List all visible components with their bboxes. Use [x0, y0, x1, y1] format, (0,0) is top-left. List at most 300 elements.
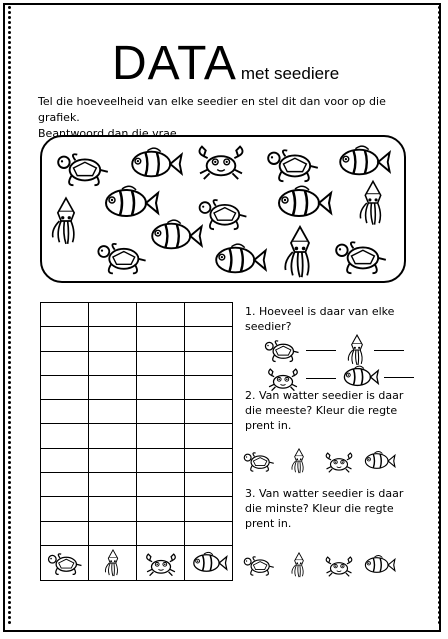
border-dot [8, 506, 11, 509]
border-dot [8, 226, 11, 229]
border-dot [8, 36, 11, 39]
graph-cell[interactable] [185, 521, 233, 545]
border-dot [8, 561, 11, 564]
graph-row [41, 424, 233, 448]
border-dot [438, 546, 441, 549]
border-dot [8, 381, 11, 384]
border-dot [438, 161, 441, 164]
border-dot [8, 531, 11, 534]
border-dot [438, 391, 441, 394]
border-dot [438, 231, 441, 234]
border-dot [8, 56, 11, 59]
border-dot [8, 21, 11, 24]
graph-cell[interactable] [41, 303, 89, 327]
border-dot [8, 566, 11, 569]
graph-row [41, 400, 233, 424]
question-2 [245, 388, 410, 433]
graph-cell[interactable] [185, 375, 233, 399]
border-dot [438, 521, 441, 524]
squid-icon [344, 334, 370, 366]
graph-cell[interactable] [41, 473, 89, 497]
crab-icon [192, 139, 250, 181]
border-dot [438, 381, 441, 384]
graph-cell[interactable] [41, 327, 89, 351]
border-dot [8, 376, 11, 379]
graph-cell[interactable] [89, 375, 137, 399]
border-dot [438, 221, 441, 224]
border-dot [8, 501, 11, 504]
border-dot [8, 581, 11, 584]
border-dot [438, 216, 441, 219]
border-dot [8, 121, 11, 124]
border-dot [8, 436, 11, 439]
question-2-number: 2. [245, 389, 256, 402]
border-dot [438, 61, 441, 64]
border-dot [438, 421, 441, 424]
border-dot [8, 31, 11, 34]
border-dot [8, 111, 11, 114]
fish-icon [332, 143, 394, 181]
border-dot [8, 446, 11, 449]
border-dot [8, 86, 11, 89]
border-dot [8, 476, 11, 479]
border-dot [438, 171, 441, 174]
border-dot [438, 481, 441, 484]
border-dot [8, 106, 11, 109]
question-3-text: Van watter seedier is daar die minste? Kleur die regte prent in. [245, 487, 404, 530]
border-dot [438, 261, 441, 264]
border-dot [8, 266, 11, 269]
border-dot [8, 101, 11, 104]
border-dot [8, 46, 11, 49]
border-dot [8, 286, 11, 289]
border-dot [8, 351, 11, 354]
graph-row [41, 497, 233, 521]
fish-icon[interactable] [362, 448, 396, 474]
worksheet-title [112, 37, 340, 90]
border-dot [8, 161, 11, 164]
border-dot [8, 151, 11, 154]
graph-cell[interactable] [41, 400, 89, 424]
graph-cell[interactable] [185, 327, 233, 351]
border-dot [438, 201, 441, 204]
border-dot [438, 531, 441, 534]
border-dot [8, 336, 11, 339]
border-dot [438, 176, 441, 179]
border-dot [8, 576, 11, 579]
border-dot [8, 241, 11, 244]
border-dot [438, 431, 441, 434]
border-dot [8, 526, 11, 529]
border-dot [438, 466, 441, 469]
border-dot [8, 326, 11, 329]
border-dot [438, 461, 441, 464]
border-dot [8, 136, 11, 139]
turtle-icon [94, 237, 150, 277]
graph-label-row [41, 545, 233, 580]
bar-graph-grid [40, 302, 233, 581]
border-dot [8, 591, 11, 594]
graph-label-cell [185, 545, 233, 580]
q1-squid-answer [344, 334, 408, 366]
border-dot [8, 456, 11, 459]
border-dot [438, 291, 441, 294]
border-dot [8, 186, 11, 189]
border-dot [438, 376, 441, 379]
border-dot [438, 126, 441, 129]
border-dot [8, 11, 11, 14]
answer-blank[interactable] [306, 377, 336, 379]
graph-cell[interactable] [41, 375, 89, 399]
border-dot [438, 286, 441, 289]
border-dot [8, 361, 11, 364]
squid-icon [356, 177, 390, 229]
graph-row [41, 521, 233, 545]
border-dot [8, 441, 11, 444]
border-dot [8, 321, 11, 324]
border-dot [438, 191, 441, 194]
border-dot [438, 11, 441, 14]
fish-icon[interactable] [362, 552, 396, 578]
fish-icon [270, 183, 336, 223]
border-dot [438, 341, 441, 344]
graph-cell[interactable] [41, 521, 89, 545]
border-dot [438, 536, 441, 539]
graph-cell[interactable] [137, 375, 185, 399]
border-dot [438, 301, 441, 304]
border-dot [8, 586, 11, 589]
border-dot [8, 301, 11, 304]
border-dot [438, 486, 441, 489]
border-dot [8, 261, 11, 264]
border-dot [438, 601, 441, 604]
dotted-border-right [436, 6, 442, 628]
border-dot [8, 61, 11, 64]
border-dot [438, 306, 441, 309]
border-dot [8, 146, 11, 149]
border-dot [438, 256, 441, 259]
border-dot [438, 196, 441, 199]
turtle-icon [46, 549, 84, 577]
answer-blank[interactable] [374, 349, 404, 351]
border-dot [8, 486, 11, 489]
graph-cell[interactable] [89, 424, 137, 448]
border-dot [438, 236, 441, 239]
border-dot [438, 411, 441, 414]
border-dot [438, 186, 441, 189]
border-dot [8, 71, 11, 74]
border-dot [8, 416, 11, 419]
border-dot [438, 471, 441, 474]
border-dot [438, 81, 441, 84]
instruction-line-1: Tel die hoeveelheid van elke seedier en stel dit dan voor op die grafiek. [38, 95, 386, 124]
border-dot [438, 276, 441, 279]
border-dot [438, 241, 441, 244]
border-dot [438, 51, 441, 54]
q2-animal-choices [242, 448, 396, 474]
border-dot [438, 476, 441, 479]
border-dot [8, 536, 11, 539]
graph-cell[interactable] [137, 351, 185, 375]
border-dot [438, 436, 441, 439]
border-dot [8, 461, 11, 464]
border-dot [8, 131, 11, 134]
squid-icon[interactable] [282, 552, 316, 578]
fish-icon [124, 145, 186, 183]
border-dot [438, 151, 441, 154]
border-dot [8, 76, 11, 79]
border-dot [8, 521, 11, 524]
fish-icon [190, 549, 228, 577]
border-dot [438, 551, 441, 554]
border-dot [438, 351, 441, 354]
border-dot [8, 401, 11, 404]
border-dot [438, 106, 441, 109]
graph-cell[interactable] [89, 497, 137, 521]
border-dot [8, 496, 11, 499]
border-dot [8, 176, 11, 179]
graph-cell[interactable] [137, 448, 185, 472]
border-dot [438, 501, 441, 504]
border-dot [438, 6, 441, 9]
border-dot [8, 366, 11, 369]
border-dot [8, 391, 11, 394]
crab-icon [142, 549, 180, 577]
turtle-icon[interactable] [242, 552, 276, 578]
border-dot [8, 41, 11, 44]
border-dot [438, 621, 441, 624]
border-dot [8, 171, 11, 174]
graph-cell[interactable] [185, 473, 233, 497]
graph-cell[interactable] [41, 424, 89, 448]
border-dot [8, 346, 11, 349]
border-dot [8, 331, 11, 334]
border-dot [438, 56, 441, 59]
graph-cell[interactable] [137, 521, 185, 545]
border-dot [8, 196, 11, 199]
graph-row [41, 448, 233, 472]
instruction-line-2: Beantwoord dan die vrae. [38, 127, 181, 140]
crab-icon[interactable] [322, 448, 356, 474]
graph-cell[interactable] [185, 400, 233, 424]
border-dot [8, 466, 11, 469]
graph-cell[interactable] [89, 351, 137, 375]
border-dot [438, 346, 441, 349]
border-dot [8, 216, 11, 219]
border-dot [8, 421, 11, 424]
border-dot [8, 606, 11, 609]
graph-cell[interactable] [41, 497, 89, 521]
border-dot [8, 141, 11, 144]
border-dot [8, 256, 11, 259]
border-dot [438, 316, 441, 319]
squid-icon [94, 549, 132, 577]
fish-icon [208, 241, 270, 279]
border-dot [8, 6, 11, 9]
border-dot [438, 541, 441, 544]
border-dot [438, 356, 441, 359]
border-dot [438, 26, 441, 29]
graph-row [41, 327, 233, 351]
border-dot [8, 181, 11, 184]
graph-cell[interactable] [185, 351, 233, 375]
border-dot [8, 471, 11, 474]
graph-cell[interactable] [41, 448, 89, 472]
graph-cell[interactable] [89, 303, 137, 327]
border-dot [438, 111, 441, 114]
squid-icon[interactable] [282, 448, 316, 474]
border-dot [8, 16, 11, 19]
graph-cell[interactable] [89, 400, 137, 424]
border-dot [438, 571, 441, 574]
border-dot [438, 336, 441, 339]
border-dot [438, 121, 441, 124]
border-dot [438, 576, 441, 579]
border-dot [8, 511, 11, 514]
border-dot [438, 511, 441, 514]
graph-cell[interactable] [185, 497, 233, 521]
border-dot [438, 36, 441, 39]
border-dot [438, 566, 441, 569]
dotted-border-left [6, 6, 12, 628]
question-1-number: 1. [245, 305, 256, 318]
border-dot [438, 211, 441, 214]
border-dot [8, 26, 11, 29]
border-dot [438, 401, 441, 404]
q1-turtle-answer [262, 336, 340, 364]
border-dot [8, 281, 11, 284]
squid-icon [48, 195, 84, 247]
border-dot [438, 326, 441, 329]
border-dot [8, 356, 11, 359]
border-dot [438, 371, 441, 374]
border-dot [8, 601, 11, 604]
graph-cell[interactable] [89, 521, 137, 545]
border-dot [438, 116, 441, 119]
border-dot [438, 591, 441, 594]
graph-row [41, 303, 233, 327]
border-dot [438, 146, 441, 149]
border-dot [8, 571, 11, 574]
border-dot [438, 271, 441, 274]
graph-cell[interactable] [41, 351, 89, 375]
border-dot [8, 211, 11, 214]
border-dot [438, 136, 441, 139]
border-dot [8, 96, 11, 99]
border-dot [438, 556, 441, 559]
border-dot [438, 281, 441, 284]
border-dot [8, 551, 11, 554]
title-sub: met seediere [240, 64, 340, 83]
border-dot [8, 306, 11, 309]
border-dot [438, 491, 441, 494]
border-dot [438, 31, 441, 34]
fish-icon [144, 217, 206, 255]
border-dot [8, 491, 11, 494]
graph-row [41, 351, 233, 375]
border-dot [438, 141, 441, 144]
graph-cell[interactable] [89, 327, 137, 351]
border-dot [8, 621, 11, 624]
border-dot [8, 156, 11, 159]
border-dot [8, 316, 11, 319]
border-dot [8, 221, 11, 224]
border-dot [438, 561, 441, 564]
border-dot [8, 81, 11, 84]
border-dot [8, 51, 11, 54]
border-dot [8, 341, 11, 344]
border-dot [8, 516, 11, 519]
graph-label-cell [41, 545, 89, 580]
border-dot [438, 156, 441, 159]
graph-label-cell [137, 545, 185, 580]
border-dot [8, 556, 11, 559]
title-main: DATA [112, 37, 237, 90]
border-dot [8, 311, 11, 314]
border-dot [438, 41, 441, 44]
crab-icon[interactable] [322, 552, 356, 578]
border-dot [438, 71, 441, 74]
graph-label-cell [89, 545, 137, 580]
graph-cell[interactable] [137, 400, 185, 424]
question-3-number: 3. [245, 487, 256, 500]
border-dot [8, 291, 11, 294]
border-dot [8, 426, 11, 429]
graph-cell[interactable] [89, 448, 137, 472]
question-3 [245, 486, 410, 531]
border-dot [8, 451, 11, 454]
border-dot [8, 616, 11, 619]
graph-cell[interactable] [137, 327, 185, 351]
border-dot [438, 496, 441, 499]
graph-row [41, 375, 233, 399]
border-dot [438, 456, 441, 459]
graph-cell[interactable] [89, 473, 137, 497]
graph-cell[interactable] [137, 497, 185, 521]
answer-blank[interactable] [306, 349, 336, 351]
border-dot [8, 66, 11, 69]
graph-cell[interactable] [137, 303, 185, 327]
border-dot [438, 416, 441, 419]
border-dot [438, 246, 441, 249]
border-dot [8, 126, 11, 129]
graph-cell[interactable] [185, 424, 233, 448]
border-dot [438, 101, 441, 104]
border-dot [438, 426, 441, 429]
graph-cell[interactable] [137, 473, 185, 497]
border-dot [438, 386, 441, 389]
border-dot [8, 236, 11, 239]
turtle-icon [332, 235, 390, 277]
border-dot [438, 516, 441, 519]
border-dot [8, 166, 11, 169]
graph-cell[interactable] [137, 424, 185, 448]
border-dot [438, 266, 441, 269]
border-dot [8, 191, 11, 194]
border-dot [438, 406, 441, 409]
graph-row [41, 473, 233, 497]
border-dot [8, 206, 11, 209]
border-dot [438, 86, 441, 89]
border-dot [8, 271, 11, 274]
border-dot [438, 596, 441, 599]
answer-blank[interactable] [384, 376, 414, 378]
turtle-icon[interactable] [242, 448, 276, 474]
border-dot [438, 586, 441, 589]
graph-cell[interactable] [185, 448, 233, 472]
turtle-icon [262, 336, 302, 364]
graph-cell[interactable] [185, 303, 233, 327]
